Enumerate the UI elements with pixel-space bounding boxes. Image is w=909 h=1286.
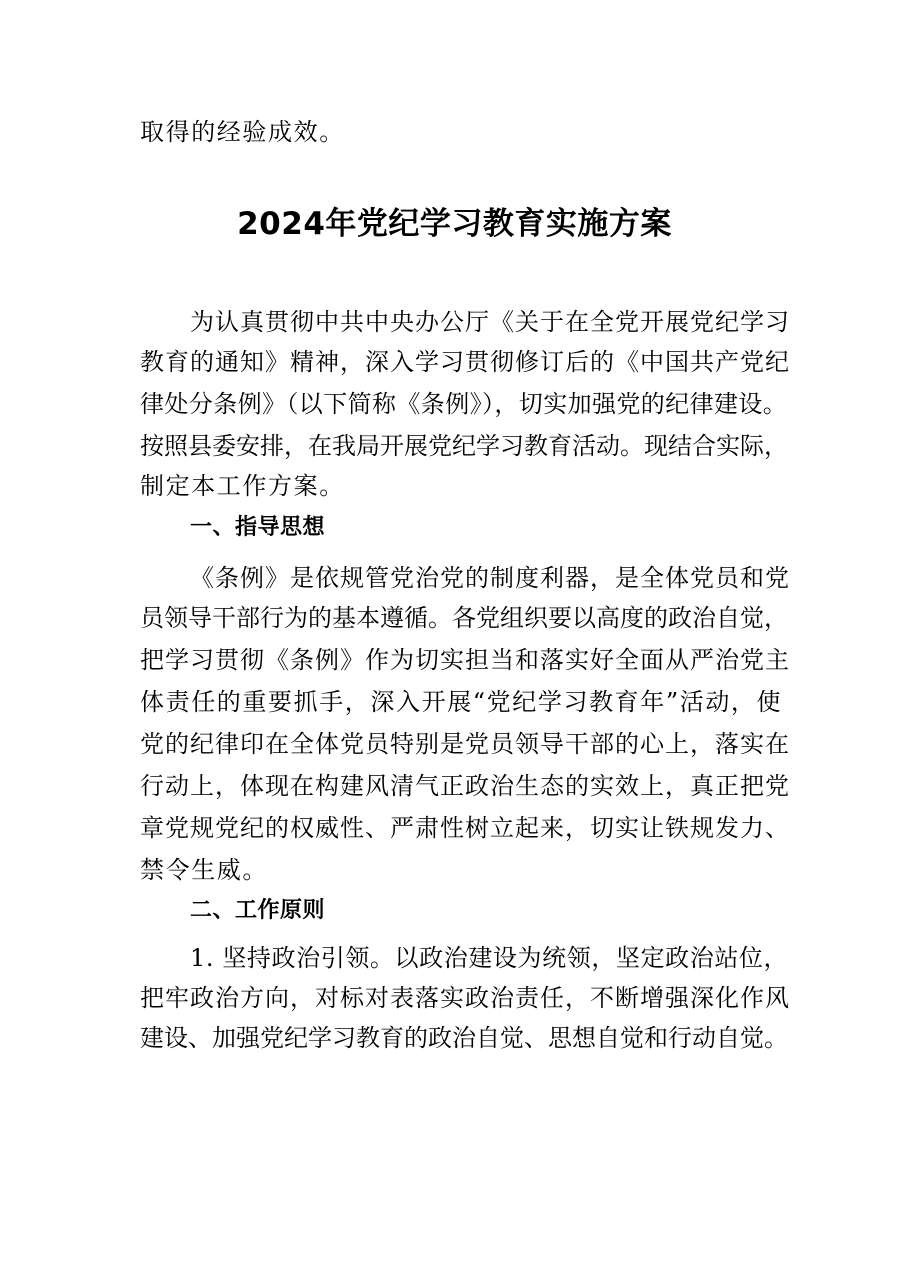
paragraph-line: 制定本工作方案。 [140, 472, 345, 500]
paragraph-line: 章党规党纪的权威性、严肃性树立起来，切实让铁规发力、 [140, 814, 790, 842]
paragraph-line: 1. 坚持政治引领。以政治建设为统领，坚定政治站位， [190, 944, 789, 972]
section-heading: 一、指导思想 [190, 515, 326, 540]
paragraph-line: 律处分条例》（以下简称《条例》），切实加强党的纪律建设。 [140, 390, 788, 418]
paragraph-line: 把牢政治方向，对标对表落实政治责任，不断增强深化作风 [140, 984, 790, 1012]
paragraph-line: 体责任的重要抓手，深入开展“党纪学习教育年”活动，使 [140, 688, 783, 716]
paragraph-line: 教育的通知》精神，深入学习贯彻修订后的《中国共产党纪 [140, 348, 790, 376]
paragraph-line: 把学习贯彻《条例》作为切实担当和落实好全面从严治党主 [140, 646, 790, 674]
document-title: 2024年党纪学习教育实施方案 [237, 206, 672, 242]
paragraph-line: 《条例》是依规管党治党的制度利器，是全体党员和党 [190, 564, 790, 592]
paragraph-line: 行动上，体现在构建风清气正政治生态的实效上，真正把党 [140, 772, 790, 800]
section-heading: 二、工作原则 [190, 898, 326, 923]
paragraph-line: 按照县委安排，在我局开展党纪学习教育活动。现结合实际， [140, 432, 788, 460]
paragraph-line: 员领导干部行为的基本遵循。各党组织要以高度的政治自觉， [140, 604, 788, 632]
previous-section-tail: 取得的经验成效。 [140, 118, 345, 146]
paragraph-line: 为认真贯彻中共中央办公厅《关于在全党开展党纪学习 [190, 308, 790, 336]
paragraph-line: 禁令生威。 [140, 856, 268, 884]
paragraph-line: 党的纪律印在全体党员特别是党员领导干部的心上，落实在 [140, 730, 790, 758]
paragraph-line: 建设、加强党纪学习教育的政治自觉、思想自觉和行动自觉。 [140, 1024, 788, 1052]
